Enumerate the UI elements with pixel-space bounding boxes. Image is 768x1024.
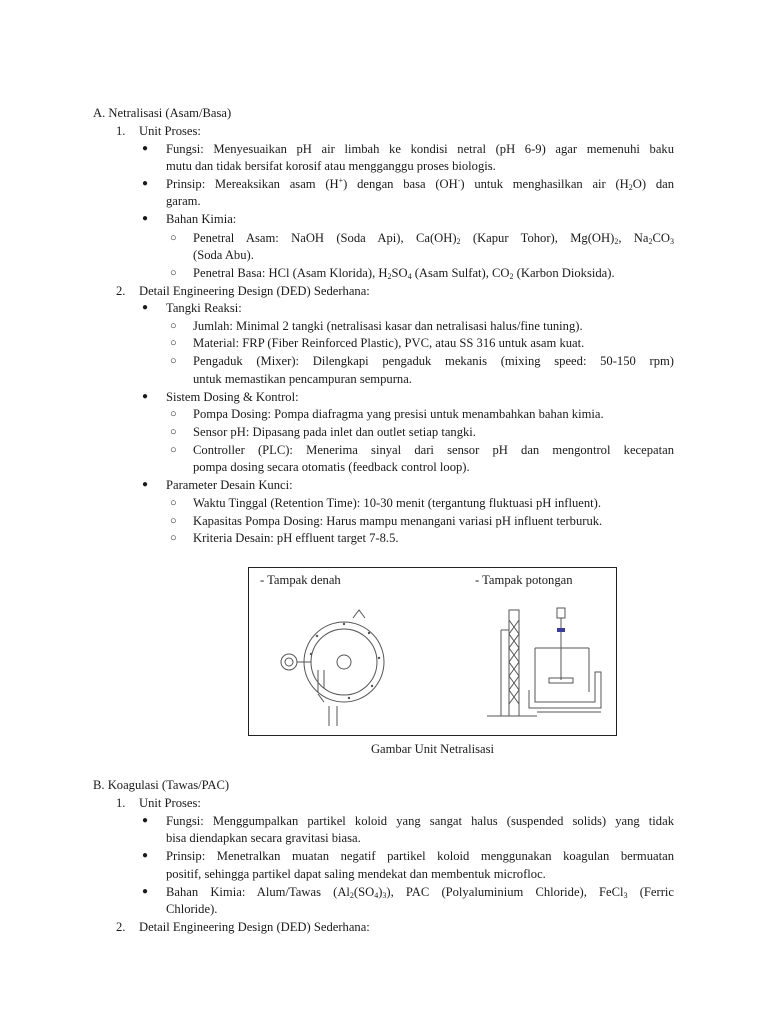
a-bahan-label: Bahan Kimia:	[166, 212, 237, 226]
bullet-icon: ●	[142, 479, 149, 490]
b-item2-label: Detail Engineering Design (DED) Sederhana:	[139, 920, 370, 934]
bullet-icon: ●	[142, 886, 149, 897]
bullet-icon: ●	[142, 213, 149, 224]
a-material: Material: FRP (Fiber Reinforced Plastic), PVC, atau SS 316 untuk asam kuat.	[193, 336, 585, 350]
figure-label-right: - Tampak potongan	[475, 573, 573, 587]
b-bahan-line1: Bahan Kimia: Alum/Tawas $(Al_2(SO_4)_3)$, PAC (Polyaluminium Chloride), FeCl$_3$ (Ferric	[166, 885, 674, 900]
circle-bullet-icon: ○	[170, 267, 177, 279]
a-jumlah: Jumlah: Minimal 2 tangki (netralisasi kasar dan netralisasi halus/fine tuning).	[193, 319, 583, 333]
a-item1-label: Unit Proses:	[139, 124, 201, 138]
a-controller-line2: pompa dosing secara otomatis (feedback control loop).	[193, 460, 470, 474]
circle-bullet-icon: ○	[170, 408, 177, 420]
section-b-title: B. Koagulasi (Tawas/PAC)	[93, 778, 230, 792]
section-a-title: A. Netralisasi (Asam/Basa)	[93, 106, 232, 120]
bullet-icon: ●	[142, 391, 149, 402]
a-fungsi-line2: mutu dan tidak bersifat korosif atau mengganggu proses biologis.	[166, 159, 496, 173]
figure-label-left: - Tampak denah	[260, 573, 341, 587]
circle-bullet-icon: ○	[170, 497, 177, 509]
circle-bullet-icon: ○	[170, 320, 177, 332]
circle-bullet-icon: ○	[170, 337, 177, 349]
a-sensor: Sensor pH: Dipasang pada inlet dan outlet setiap tangki.	[193, 425, 476, 439]
a-pengaduk-line1: Pengaduk (Mixer): Dilengkapi pengaduk mekanis (mixing speed: 50-150 rpm)	[193, 354, 674, 368]
a-waktu: Waktu Tinggal (Retention Time): 10-30 menit (tergantung fluktuasi pH influent).	[193, 496, 602, 510]
b-prinsip-line2: positif, sehingga partikel dapat saling mendekat dan membentuk microfloc.	[166, 867, 546, 881]
a-prinsip-line2: garam.	[166, 194, 201, 208]
a-penetral-asam-line1: Penetral Asam: NaOH (Soda Api), $Ca(OH)_2$ (Kapur Tohor), $Mg(OH)_2$, $Na_2CO_3$	[193, 231, 674, 246]
b-fungsi-line1: Fungsi: Menggumpalkan partikel koloid yang sangat halus (suspended solids) yang tidak	[166, 814, 674, 828]
a-penetral-basa: Penetral Basa: HCl (Asam Klorida), $H_2SO_4$ (Asam Sulfat), $CO_2$ (Karbon Dioksida).	[193, 266, 615, 281]
a-fungsi-line1: Fungsi: Menyesuaikan pH air limbah ke kondisi netral (pH 6-9) agar memenuhi baku	[166, 142, 674, 156]
b-item2-number: 2.	[116, 920, 126, 934]
circle-bullet-icon: ○	[170, 532, 177, 544]
circle-bullet-icon: ○	[170, 515, 177, 527]
a-kriteria: Kriteria Desain: pH effluent target 7-8.5.	[193, 531, 399, 545]
circle-bullet-icon: ○	[170, 355, 177, 367]
a-penetral-basa-text: Penetral Basa: HCl (Asam Klorida), H	[193, 266, 388, 280]
figure-caption: Gambar Unit Netralisasi	[370, 742, 495, 756]
plan-view-drawing	[269, 598, 409, 728]
figure-box	[248, 567, 617, 736]
circle-bullet-icon: ○	[170, 444, 177, 456]
b-bahan-line2: Chloride).	[166, 902, 218, 916]
a-kapasitas: Kapasitas Pompa Dosing: Harus mampu menangani variasi pH influent terburuk.	[193, 514, 603, 528]
bullet-icon: ●	[142, 815, 149, 826]
section-view-drawing	[487, 600, 607, 722]
circle-bullet-icon: ○	[170, 426, 177, 438]
a-controller-line1: Controller (PLC): Menerima sinyal dari sensor pH dan mengontrol kecepatan	[193, 443, 674, 457]
a-sistem-label: Sistem Dosing & Kontrol:	[166, 390, 299, 404]
bullet-icon: ●	[142, 143, 149, 154]
a-penetral-asam-line2: (Soda Abu).	[193, 248, 254, 262]
bullet-icon: ●	[142, 850, 149, 861]
b-item1-number: 1.	[116, 796, 126, 810]
b-fungsi-line2: bisa diendapkan secara gravitasi biasa.	[166, 831, 361, 845]
a-item2-label: Detail Engineering Design (DED) Sederhana:	[139, 284, 370, 298]
a-parameter-label: Parameter Desain Kunci:	[166, 478, 293, 492]
bullet-icon: ●	[142, 178, 149, 189]
bullet-icon: ●	[142, 302, 149, 313]
a-tangki-label: Tangki Reaksi:	[166, 301, 242, 315]
a-pompa: Pompa Dosing: Pompa diafragma yang presisi untuk menambahkan bahan kimia.	[193, 407, 604, 421]
b-item1-label: Unit Proses:	[139, 796, 201, 810]
a-prinsip-line1: Prinsip: Mereaksikan asam (H+) dengan basa (OH-) untuk menghasilkan air $(H_2O)$ dan	[166, 176, 674, 192]
a-pengaduk-line2: untuk memastikan pencampuran sempurna.	[193, 372, 412, 386]
b-prinsip-line1: Prinsip: Menetralkan muatan negatif partikel koloid menggunakan koagulan bermuatan	[166, 849, 674, 863]
a-item2-number: 2.	[116, 284, 126, 298]
circle-bullet-icon: ○	[170, 232, 177, 244]
a-item1-number: 1.	[116, 124, 126, 138]
